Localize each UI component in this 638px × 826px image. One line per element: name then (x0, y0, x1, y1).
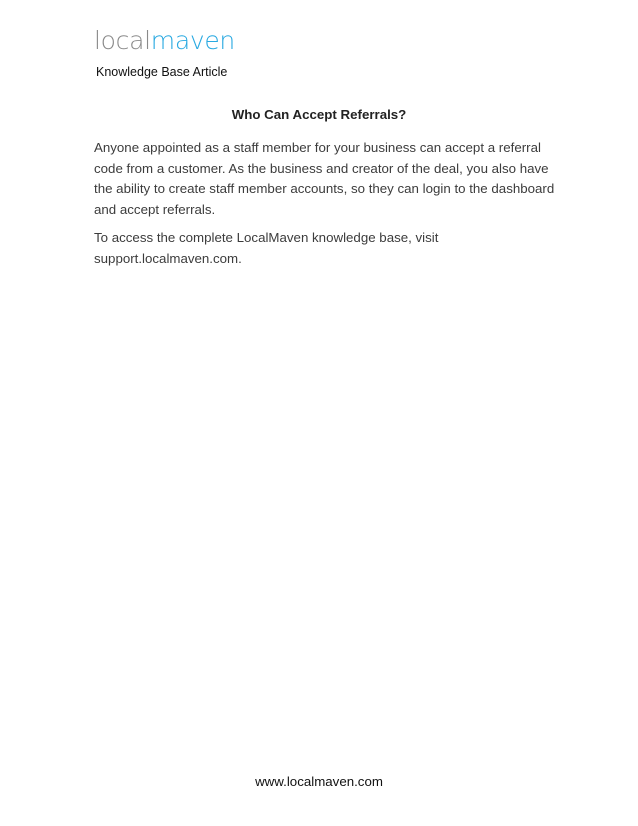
localmaven-logo (94, 25, 235, 57)
logo-text-maven: maven (150, 26, 235, 55)
article-paragraph-2: To access the complete LocalMaven knowledge base, visit support.localmaven.com. (94, 230, 439, 266)
footer-url: www.localmaven.com (255, 774, 383, 789)
document-subtitle: Knowledge Base Article (96, 65, 228, 79)
logo-text-local: local (94, 26, 151, 55)
article-paragraph-1: Anyone appointed as a staff member for your business can accept a referral code from a customer. As the business and creator of the deal, you also have the ability to create staff member accounts, so they can login to the dashboard and accept referrals. (94, 140, 555, 217)
article-title: Who Can Accept Referrals? (231, 107, 407, 122)
